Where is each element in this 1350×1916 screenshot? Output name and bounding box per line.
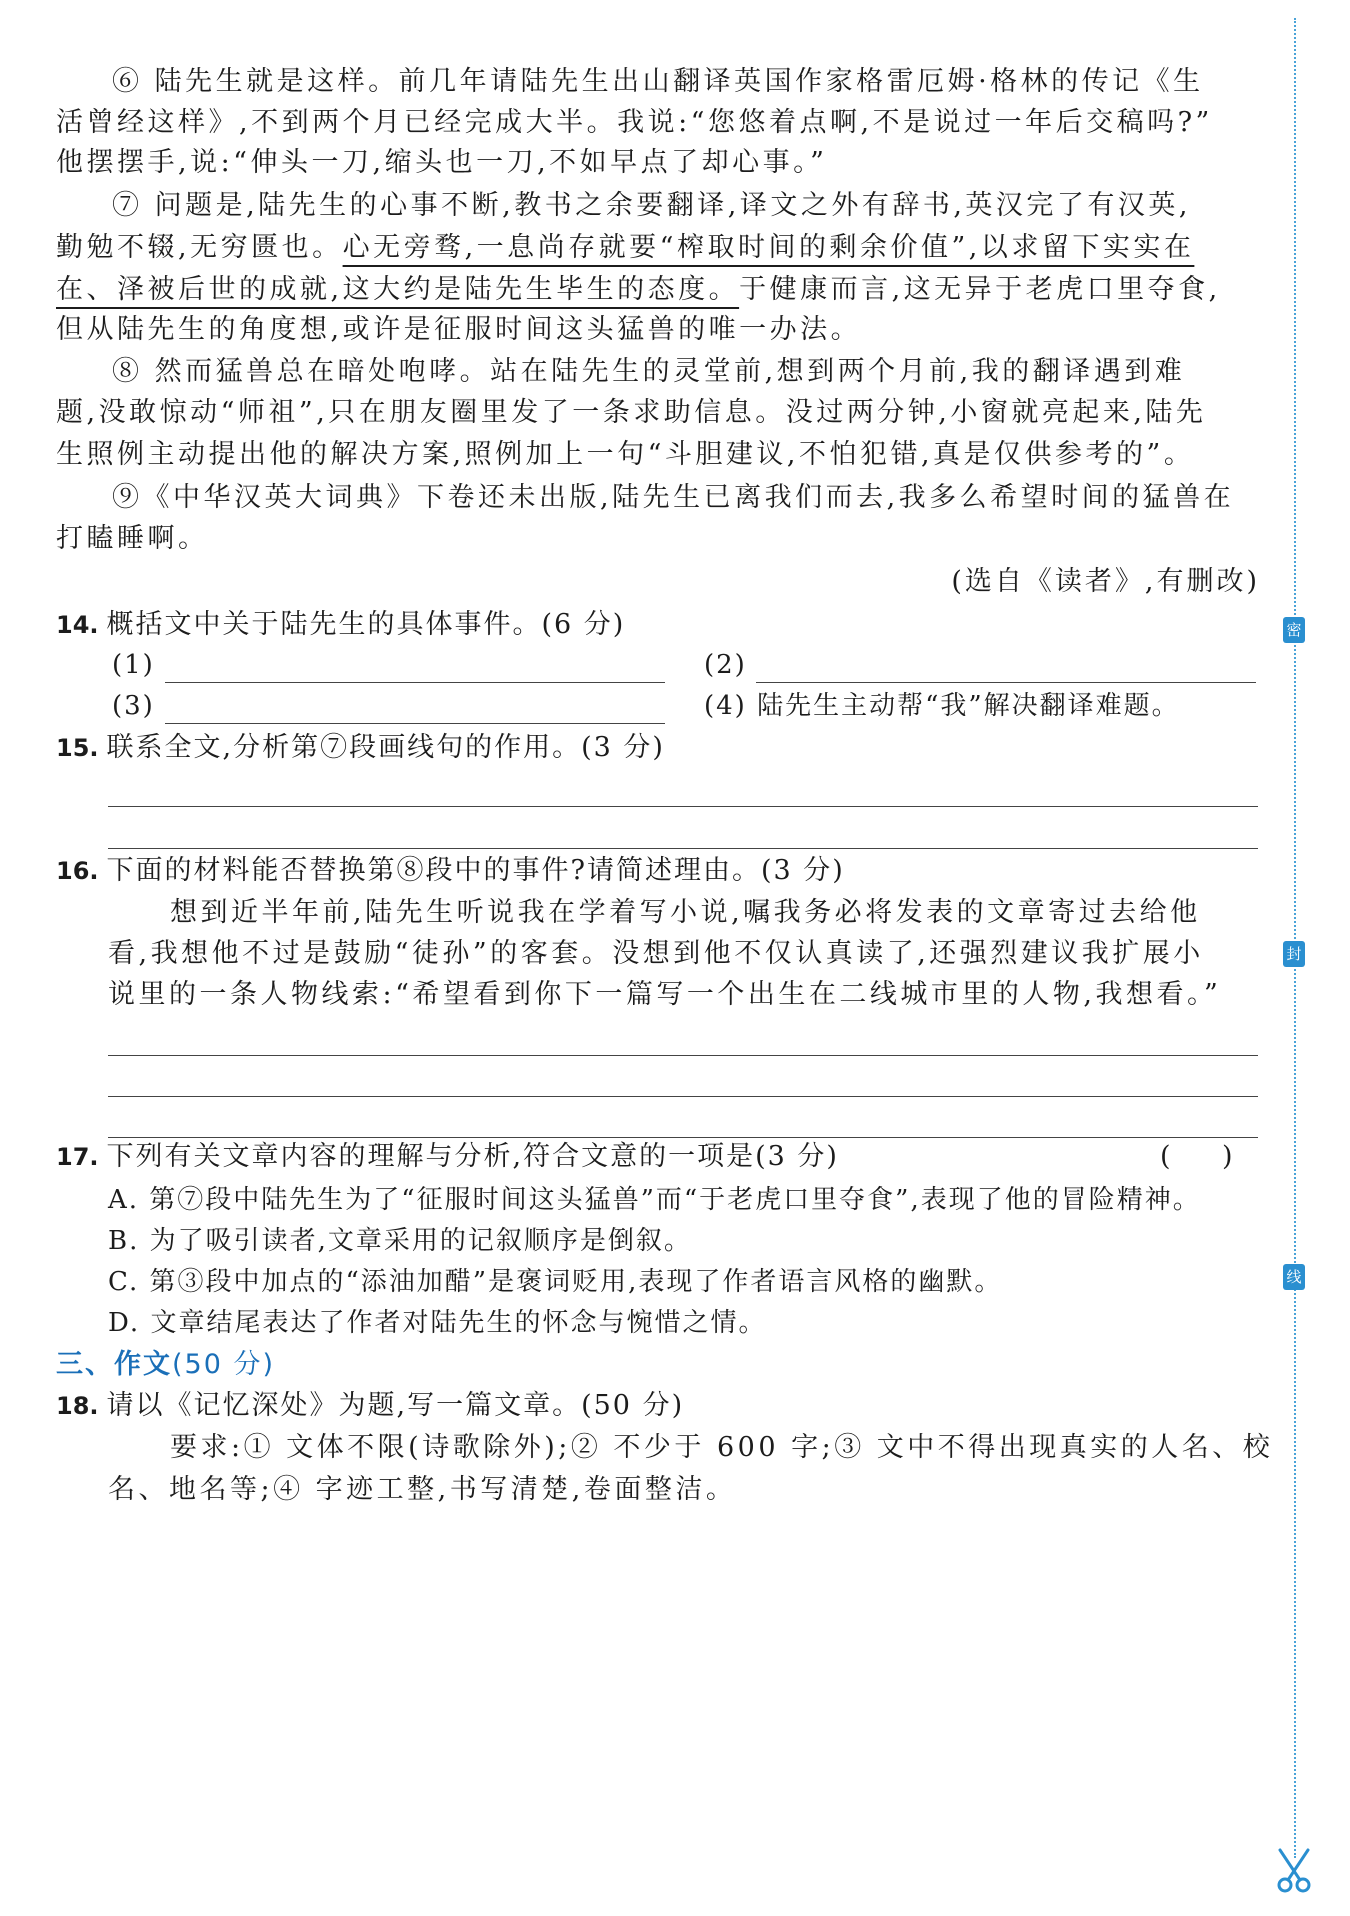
question-17 — [56, 1137, 1256, 1177]
q16-material-line: 想到近半年前,陆先生听说我在学着写小说,嘱我务必将发表的文章寄过去给他 — [170, 897, 1201, 928]
q14-answer-line-2[interactable] — [756, 682, 1256, 683]
seal-label-xian: 线 — [1283, 1264, 1305, 1290]
question-15 — [56, 728, 1256, 768]
q18-requirement-line: 名、地名等;④ 字迹工整,书写清楚,卷面整洁。 — [108, 1474, 737, 1505]
q14-label-2: (2) — [704, 650, 747, 680]
passage-line: 但从陆先生的角度想,或许是征服时间这头猛兽的唯一办法。 — [56, 314, 862, 345]
question-text: 概括文中关于陆先生的具体事件。(6 分) — [106, 609, 626, 640]
passage-line: ⑧ 然而猛兽总在暗处咆哮。站在陆先生的灵堂前,想到两个月前,我的翻译遇到难 — [112, 356, 1186, 387]
q17-option-d[interactable]: D. 文章结尾表达了作者对陆先生的怀念与惋惜之情。 — [108, 1308, 767, 1338]
question-text: 请以《记忆深处》为题,写一篇文章。(50 分) — [106, 1390, 685, 1421]
question-18 — [56, 1386, 1256, 1426]
section-title: 三、作文 — [56, 1349, 172, 1380]
question-number: 15. — [56, 734, 99, 762]
q14-answer-line-1[interactable] — [165, 682, 665, 683]
q14-item-4: (4) 陆先生主动帮“我”解决翻译难题。 — [704, 691, 1180, 721]
question-16 — [56, 851, 1256, 891]
q17-option-b[interactable]: B. 为了吸引读者,文章采用的记叙顺序是倒叙。 — [108, 1226, 692, 1256]
passage-text: 勤勉不辍,无穷匮也。 — [56, 232, 343, 263]
seal-dotted-line — [1294, 18, 1296, 1858]
q16-answer-line-2[interactable] — [108, 1096, 1258, 1097]
q14-label-3: (3) — [112, 691, 155, 721]
q17-option-c[interactable]: C. 第③段中加点的“添油加醋”是褒词贬用,表现了作者语言风格的幽默。 — [108, 1267, 1003, 1297]
q16-answer-line-1[interactable] — [108, 1055, 1258, 1056]
question-text: 下面的材料能否替换第⑧段中的事件?请简述理由。(3 分) — [106, 855, 845, 886]
q17-option-a[interactable]: A. 第⑦段中陆先生为了“征服时间这头猛兽”而“于老虎口里夺食”,表现了他的冒险精神。 — [108, 1185, 1201, 1215]
q15-answer-line-2[interactable] — [108, 848, 1258, 849]
question-14 — [56, 605, 1256, 645]
section-heading — [56, 1345, 1256, 1385]
passage-line: 生照例主动提出他的解决方案,照例加上一句“斗胆建议,不怕犯错,真是仅供参考的”。 — [56, 439, 1195, 470]
passage-line: ⑦ 问题是,陆先生的心事不断,教书之余要翻译,译文之外有辞书,英汉完了有汉英, — [112, 190, 1191, 221]
question-text: 联系全文,分析第⑦段画线句的作用。(3 分) — [106, 732, 665, 763]
q16-material-line: 看,我想他不过是鼓励“徒孙”的客套。没想到他不仅认真读了,还强烈建议我扩展小 — [108, 938, 1204, 969]
passage-source: (选自《读者》,有删改) — [951, 566, 1260, 597]
passage-line: 他摆摆手,说:“伸头一刀,缩头也一刀,不如早点了却心事。” — [56, 147, 828, 178]
question-text: 下列有关文章内容的理解与分析,符合文意的一项是(3 分) — [106, 1141, 839, 1172]
question-number: 14. — [56, 611, 99, 639]
question-number: 17. — [56, 1143, 99, 1171]
q14-label-1: (1) — [112, 650, 155, 680]
passage-line: ⑨《中华汉英大词典》下卷还未出版,陆先生已离我们而去,我多么希望时间的猛兽在 — [112, 482, 1235, 513]
passage-line: ⑥ 陆先生就是这样。前几年请陆先生出山翻译英国作家格雷厄姆·格林的传记《生 — [112, 66, 1204, 97]
underlined-sentence: 心无旁骛,一息尚存就要“榨取时间的剩余价值”,以求留下实实在 — [342, 232, 1195, 263]
section-points: (50 分) — [172, 1349, 276, 1380]
seal-label-mi: 密 — [1283, 617, 1305, 643]
passage-text: 于健康而言,这无异于老虎口里夺食, — [739, 274, 1221, 305]
q17-answer-bracket[interactable]: ( ) — [1160, 1141, 1233, 1172]
passage-line: 题,没敢惊动“师祖”,只在朋友圈里发了一条求助信息。没过两分钟,小窗就亮起来,陆先 — [56, 397, 1207, 428]
passage-line: 活曾经这样》,不到两个月已经完成大半。我说:“您悠着点啊,不是说过一年后交稿吗?” — [56, 107, 1213, 138]
scissors-icon — [1270, 1846, 1318, 1894]
passage-line — [56, 228, 1256, 268]
passage-line — [56, 270, 1256, 310]
question-number: 18. — [56, 1392, 99, 1420]
q16-material-line: 说里的一条人物线索:“希望看到你下一篇写一个出生在二线城市里的人物,我想看。” — [108, 979, 1222, 1010]
passage-line: 打瞌睡啊。 — [56, 523, 209, 554]
q18-requirement-line: 要求:① 文体不限(诗歌除外);② 不少于 600 字;③ 文中不得出现真实的人名、校 — [170, 1432, 1274, 1463]
q14-answer-line-3[interactable] — [165, 723, 665, 724]
underlined-sentence: 在、泽被后世的成就,这大约是陆先生毕生的态度。 — [56, 274, 740, 305]
seal-label-feng: 封 — [1283, 941, 1305, 967]
question-number: 16. — [56, 857, 99, 885]
q15-answer-line-1[interactable] — [108, 806, 1258, 807]
